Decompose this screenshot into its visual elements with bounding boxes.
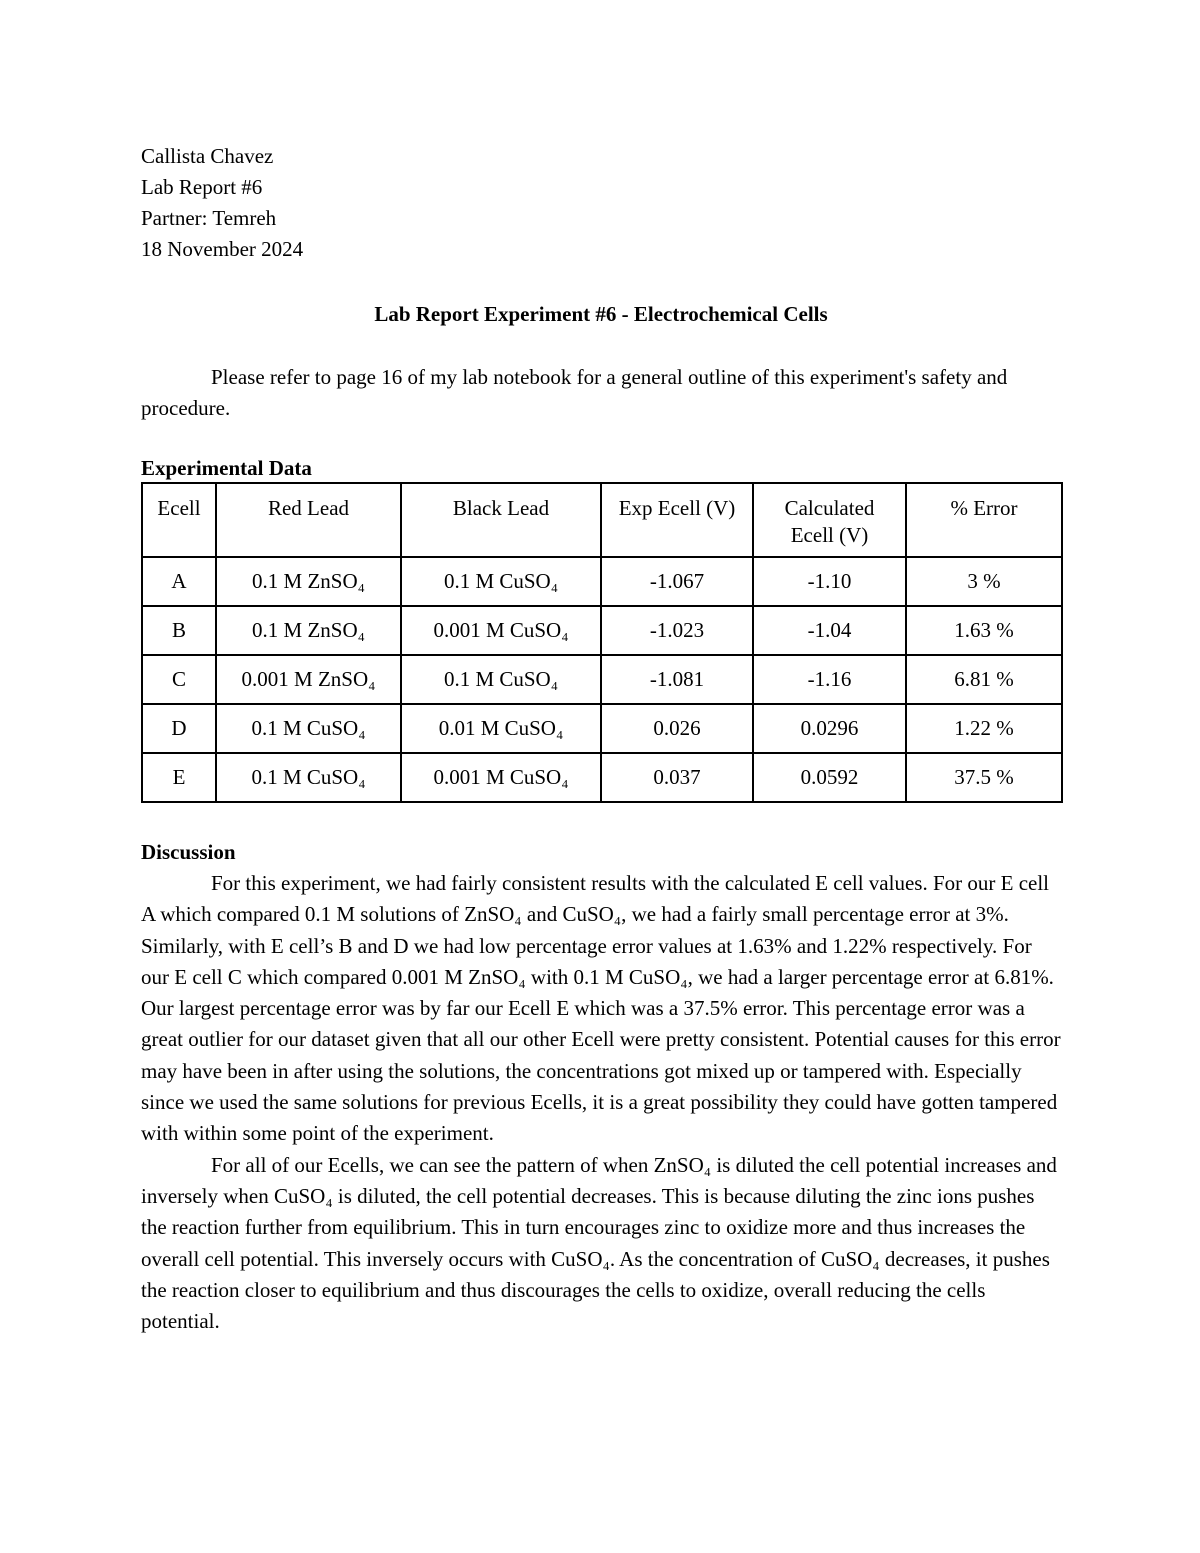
table-cell: -1.10 [753,557,906,606]
document-page [141,141,1061,1337]
discussion-paragraph: For all of our Ecells, we can see the pattern of when ZnSO₄ is diluted the cell potential increases and inversely when CuSO₄ is diluted, the cell potential decreases. This is because diluting the zinc ions pushes the reaction further from equilibrium. This in turn encourages zinc to oxidize more and thus increases the overall cell potential. This inversely occurs with CuSO₄. As the concentration of CuSO₄ decreases, it pushes the reaction closer to equilibrium and thus discourages the cells to oxidize, overall reducing the cells potential. [141,1152,1057,1334]
partner-name: Partner: Temreh [141,206,277,230]
table-cell: 0.037 [601,753,753,802]
table-cell: B [142,606,216,655]
experimental-data-heading: Experimental Data [141,456,312,480]
table-cell: 0.01 M CuSO₄ [401,704,601,753]
table-cell: C [142,655,216,704]
intro-paragraph: Please refer to page 16 of my lab notebook for a general outline of this experiment's safety and procedure. [141,365,1008,420]
table-cell: -1.16 [753,655,906,704]
table-cell: A [142,557,216,606]
table-cell: D [142,704,216,753]
table-cell: -1.023 [601,606,753,655]
column-header-black-lead: Black Lead [401,483,601,557]
table-cell: 0.1 M CuSO₄ [401,557,601,606]
table-cell: -1.081 [601,655,753,704]
experimental-data-table [141,482,1063,803]
table-cell: 0.1 M ZnSO₄ [216,557,401,606]
table-cell: 6.81 % [906,655,1062,704]
page-title: Lab Report Experiment #6 - Electrochemical Cells [374,302,828,326]
table-cell: 0.1 M CuSO₄ [401,655,601,704]
table-cell: 3 % [906,557,1062,606]
table-row [142,557,1062,606]
table-header-row [142,483,1062,557]
discussion-heading: Discussion [141,840,236,864]
table-cell: 1.22 % [906,704,1062,753]
table-cell: 0.001 M ZnSO₄ [216,655,401,704]
column-header-calculated-ecell: Calculated Ecell (V) [753,483,906,557]
discussion-paragraph: For this experiment, we had fairly consistent results with the calculated E cell values. For our E cell A which compared 0.1 M solutions of ZnSO₄ and CuSO₄, we had a fairly small percentage error at 3%. Similarly, with E cell’s B and D we had low percentage error values at 1.63% and 1.22% respectively. For our E cell C which compared 0.001 M ZnSO₄ with 0.1 M CuSO₄, we had a larger percentage error at 6.81%. Our largest percentage error was by far our Ecell E which was a 37.5% error. This percentage error was a great outlier for our dataset given that all our other Ecell were pretty consistent. Potential causes for this error may have been in after using the solutions, the concentrations got mixed up or tampered with. Especially since we used the same solutions for previous Ecells, it is a great possibility they could have gotten tampered with within some point of the experiment. [141,871,1061,1146]
author-name: Callista Chavez [141,144,274,168]
column-header-red-lead: Red Lead [216,483,401,557]
table-cell: 1.63 % [906,606,1062,655]
report-number: Lab Report #6 [141,175,263,199]
table-row [142,753,1062,802]
report-date: 18 November 2024 [141,237,304,261]
table-cell: 0.1 M CuSO₄ [216,704,401,753]
table-cell: 0.1 M CuSO₄ [216,753,401,802]
table-row [142,655,1062,704]
table-cell: E [142,753,216,802]
table-cell: -1.04 [753,606,906,655]
column-header-ecell: Ecell [142,483,216,557]
table-cell: 0.0296 [753,704,906,753]
table-cell: 37.5 % [906,753,1062,802]
table-cell: 0.001 M CuSO₄ [401,753,601,802]
table-row [142,606,1062,655]
table-cell: 0.026 [601,704,753,753]
table-cell: 0.1 M ZnSO₄ [216,606,401,655]
table-row [142,704,1062,753]
table-cell: 0.0592 [753,753,906,802]
column-header-exp-ecell: Exp Ecell (V) [601,483,753,557]
table-cell: -1.067 [601,557,753,606]
table-cell: 0.001 M CuSO₄ [401,606,601,655]
column-header-percent-error: % Error [906,483,1062,557]
